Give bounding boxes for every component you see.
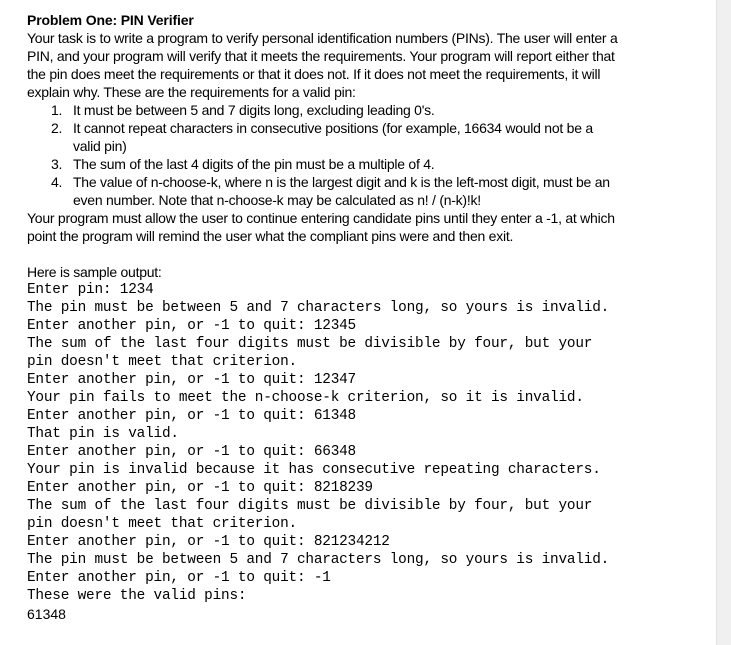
- output-line: Your pin fails to meet the n-choose-k criterion, so it is invalid.: [27, 390, 584, 406]
- output-line: Enter another pin, or -1 to quit: 12347: [27, 372, 356, 388]
- output-line: The pin must be between 5 and 7 characters long, so yours is invalid.: [27, 300, 610, 316]
- intro-paragraph: Your task is to write a program to verify personal identification numbers (PINs). The user will enter a PIN, and your program will verify that it meets the requirements. Your program will report either that the pin does meet the requirements or that it does not. If it does not meet the requirements, it will explain why. These are the requirements for a valid pin:: [27, 30, 618, 100]
- requirement-text: It cannot repeat characters in consecutive positions (for example, 16634 would not be a valid pin): [73, 120, 593, 154]
- requirement-text: The sum of the last 4 digits of the pin must be a multiple of 4.: [73, 156, 435, 172]
- requirement-item: [27, 173, 627, 209]
- requirements-list: [27, 101, 627, 209]
- output-line: Enter another pin, or -1 to quit: 821234212: [27, 534, 390, 550]
- document-content: [27, 11, 627, 623]
- requirement-item: [27, 119, 627, 155]
- output-line: Enter another pin, or -1 to quit: 61348: [27, 408, 356, 424]
- valid-pin-value: 61348: [27, 606, 66, 622]
- closing-paragraph: Your program must allow the user to continue entering candidate pins until they enter a -1, at which point the program will remind the user what the compliant pins were and then exit.: [27, 210, 615, 244]
- output-line: Enter another pin, or -1 to quit: 66348: [27, 444, 356, 460]
- requirement-number: 4.: [51, 174, 63, 190]
- output-line: The sum of the last four digits must be divisible by four, but your: [27, 336, 593, 352]
- requirement-number: 1.: [51, 102, 63, 118]
- requirement-item: [27, 101, 627, 119]
- spacer: [27, 245, 627, 263]
- page-edge-strip: [716, 0, 731, 645]
- output-line: That pin is valid.: [27, 426, 179, 442]
- output-line: Enter another pin, or -1 to quit: 8218239: [27, 480, 373, 496]
- output-line: These were the valid pins:: [27, 588, 247, 604]
- output-line: pin doesn't meet that criterion.: [27, 516, 297, 532]
- problem-title: Problem One: PIN Verifier: [27, 12, 194, 28]
- requirement-text: The value of n-choose-k, where n is the largest digit and k is the left-most digit, must be an even number. Note that n-choose-k may be calculated as n! / (n-k)!k!: [73, 174, 610, 208]
- output-line: pin doesn't meet that criterion.: [27, 354, 297, 370]
- output-line: Your pin is invalid because it has consecutive repeating characters.: [27, 462, 601, 478]
- output-line: The pin must be between 5 and 7 characters long, so yours is invalid.: [27, 552, 610, 568]
- output-line: The sum of the last four digits must be divisible by four, but your: [27, 498, 593, 514]
- output-line: Enter another pin, or -1 to quit: 12345: [27, 318, 356, 334]
- requirement-number: 3.: [51, 156, 63, 172]
- requirement-item: [27, 155, 627, 173]
- requirement-text: It must be between 5 and 7 digits long, excluding leading 0's.: [73, 102, 435, 118]
- output-line: Enter pin: 1234: [27, 282, 154, 298]
- sample-output-label: Here is sample output:: [27, 264, 162, 280]
- sample-output-block: [27, 281, 627, 605]
- requirement-number: 2.: [51, 120, 63, 136]
- output-line: Enter another pin, or -1 to quit: -1: [27, 570, 331, 586]
